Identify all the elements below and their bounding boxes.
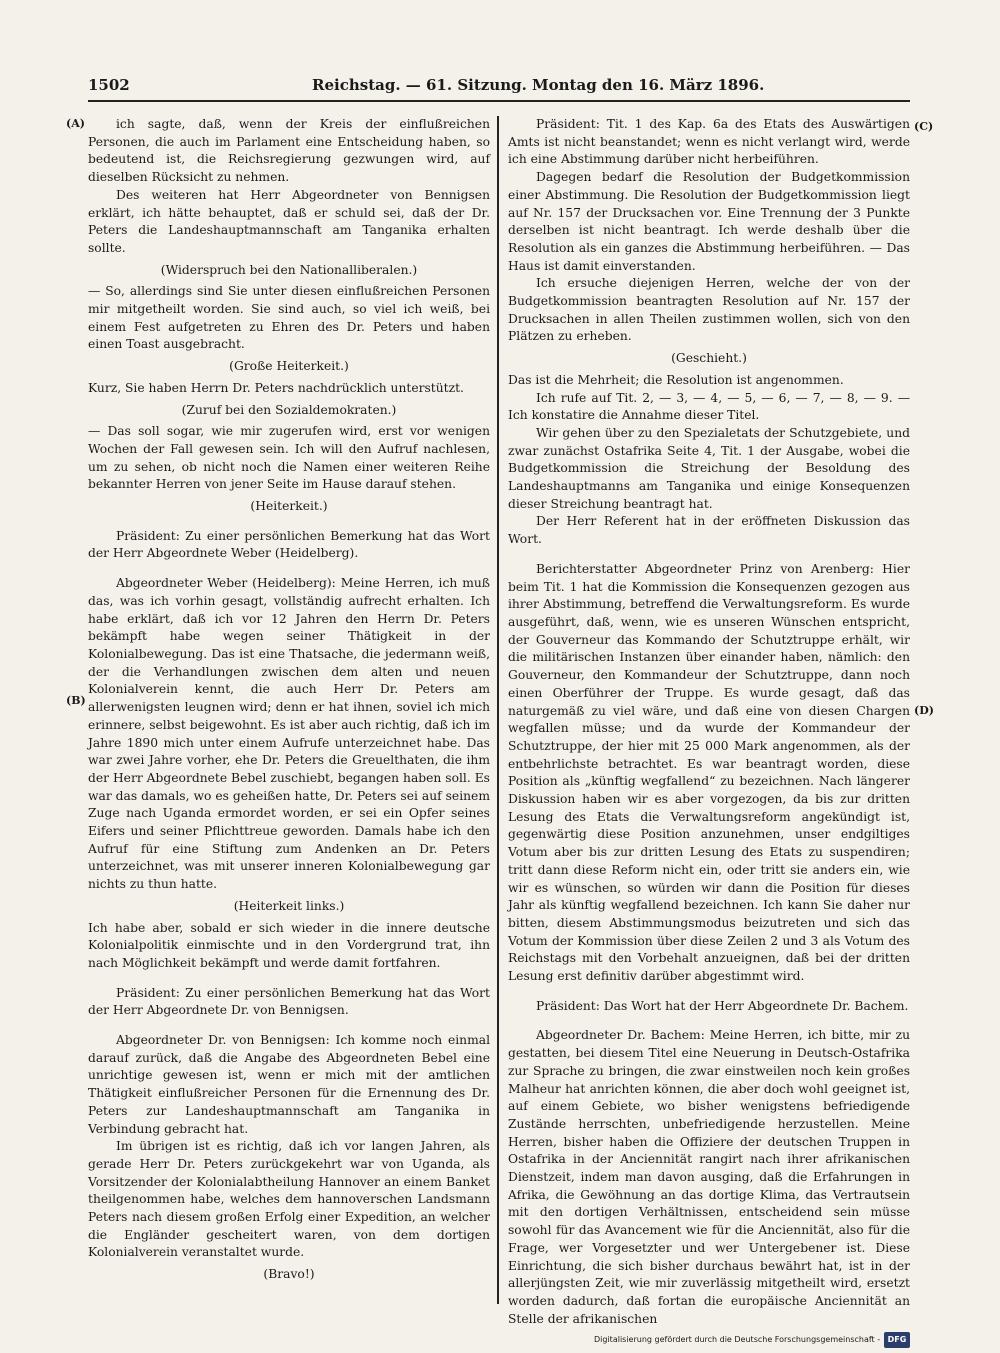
paragraph: Ich ersuche diejenigen Herren, welche der von der Budgetkommission beantragten Resolution auf Nr. 157 der Drucksachen in allen Theilen zustimmen wollen, sich von den Plätzen zu erheben. bbox=[508, 276, 910, 344]
digitization-footer bbox=[594, 1334, 910, 1348]
interjection: (Heiterkeit.) bbox=[250, 499, 328, 514]
paragraph: Ich rufe auf Tit. 2, — 3, — 4, — 5, — 6, — 7, — 8, — 9. — Ich konstatire die Annahme dieser Titel. bbox=[508, 390, 910, 423]
interjection: (Große Heiterkeit.) bbox=[229, 359, 349, 374]
speaker-paragraph: Präsident: Das Wort hat der Herr Abgeordnete Dr. Bachem. bbox=[536, 998, 909, 1013]
column-divider bbox=[497, 116, 499, 1304]
paragraph: Dagegen bedarf die Resolution der Budgetkommission einer Abstimmung. Die Resolution der Budgetkommission liegt auf Nr. 157 der Drucksachen vor. Eine Trennung der 3 Punkte derselben ist nicht beantragt. Ich werde deshalb über die Resolution als ein ganzes die Abstimmung herbeiführen. — Das Haus ist damit einverstanden. bbox=[508, 170, 910, 273]
paragraph: Wir gehen über zu den Spezialetats der Schutzgebiete, und zwar zunächst Ostafrika Seite 4, Tit. 1 der Ausgabe, wobei die Budgetkommission die Streichung der Besoldung des Landeshauptmanns am Tanganika und einige Konsequenzen dieser Streichung beantragt hat. bbox=[508, 425, 910, 511]
page-header bbox=[88, 76, 910, 98]
interjection: (Widerspruch bei den Nationalliberalen.) bbox=[160, 262, 418, 277]
paragraph: Des weiteren hat Herr Abgeordneter von Bennigsen erklärt, ich hätte behauptet, daß er schuld sei, daß der Dr. Peters die Landeshauptmannschaft am Tanganika erhalten sollte. bbox=[88, 187, 490, 255]
left-column bbox=[88, 116, 490, 1304]
paragraph: Das ist die Mehrheit; die Resolution ist angenommen. bbox=[508, 372, 844, 387]
page-number: 1502 bbox=[88, 76, 130, 94]
margin-marker-c: (C) bbox=[914, 120, 934, 133]
dfg-logo: DFG bbox=[884, 1332, 910, 1348]
speaker-paragraph: Präsident: Zu einer persönlichen Bemerkung hat das Wort der Herr Abgeordnete Dr. von Bennigsen. bbox=[88, 985, 490, 1018]
page-title: Reichstag. — 61. Sitzung. Montag den 16. März 1896. bbox=[312, 76, 765, 94]
interjection: (Bravo!) bbox=[263, 1267, 315, 1282]
paragraph: — Das soll sogar, wie mir zugerufen wird, erst vor wenigen Wochen der Fall gewesen sein. Ich will den Aufruf nachlesen, um zu sehen, ob nicht noch die Namen einer weiteren Reihe bekannter Herren von jener Seite im Hause darauf stehen. bbox=[88, 424, 490, 492]
header-rule bbox=[88, 100, 910, 102]
speaker-paragraph: Präsident: Tit. 1 des Kap. 6a des Etats des Auswärtigen Amts ist nicht beanstandet; wenn es nicht verlangt wird, werde ich eine Abstimmung darüber nicht herbeiführen. bbox=[508, 117, 910, 167]
paragraph: Kurz, Sie haben Herrn Dr. Peters nachdrücklich unterstützt. bbox=[88, 380, 464, 395]
margin-marker-a: (A) bbox=[66, 117, 85, 130]
interjection: (Zuruf bei den Sozialdemokraten.) bbox=[181, 402, 397, 417]
paragraph: Der Herr Referent hat in der eröffneten Diskussion das Wort. bbox=[508, 514, 910, 547]
right-column bbox=[508, 116, 910, 1326]
speaker-paragraph: Abgeordneter Dr. Bachem: Meine Herren, ich bitte, mir zu gestatten, bei diesem Titel eine Neuerung in Deutsch-Ostafrika zur Sprache zu bringen, die zwar einstweilen noch kein großes Malheur hat anrichten können, die aber doch wohl geeignet ist, auf einem Gebiete, wo bisher wenigstens befriedigende Zustände herrschten, unbefriedigende herzustellen. Meine Herren, bisher haben die Offiziere der deutschen Truppen in Ostafrika in der Anciennität rangirt nach ihrer afrikanischen Dienstzeit, indem man davon ausging, daß die Erfahrungen in Afrika, die Gewöhnung an das dortige Klima, das Vertrautsein mit den dortigen Verhältnissen, entscheidend sein müsse sowohl für das Avancement wie für die Anciennität, also für die Frage, wer Vorgesetzter und wer Untergebener ist. Diese Einrichtung, die sich bisher durchaus bewährt hat, ist in der allerjüngsten Zeit, wie mir zuverlässig mitgetheilt wird, ersetzt worden dadurch, daß fortan die europäische Anciennität an Stelle der afrikanischen bbox=[508, 1028, 910, 1326]
margin-marker-d: (D) bbox=[914, 704, 934, 717]
speaker-paragraph: Abgeordneter Dr. von Bennigsen: Ich komme noch einmal darauf zurück, daß die Angabe des Abgeordneten Bebel eine unrichtige gewesen ist, wenn er mich mit der amtlichen Thätigkeit einflußreicher Personen für die Ernennung des Dr. Peters zur Landeshauptmannschaft am Tanganika in Verbindung gebracht hat. bbox=[88, 1033, 490, 1136]
paragraph: Ich habe aber, sobald er sich wieder in die innere deutsche Kolonialpolitik einmischte und in den Vordergrund trat, ihn nach Möglichkeit bekämpft und werde damit fortfahren. bbox=[88, 920, 490, 970]
interjection: (Geschieht.) bbox=[671, 351, 747, 366]
speaker-paragraph: Abgeordneter Weber (Heidelberg): Meine Herren, ich muß das, was ich vorhin gesagt, vollständig aufrecht erhalten. Ich habe erklärt, daß ich vor 12 Jahren den Herrn Dr. Peters bekämpft habe wegen seiner Thätigkeit in der Kolonialbewegung. Das ist eine Thatsache, die jedermann weiß, der die Verhandlungen zwischen dem alten und neuen Kolonialverein kennt, die auch Herr Dr. Peters am allerwenigsten leugnen wird; denn er hat ihnen, soviel ich mich erinnere, selbst beigewohnt. Es ist aber auch richtig, daß ich im Jahre 1890 mich unter einem Aufrufe unterzeichnet habe. Das war zwei Jahre vorher, ehe Dr. Peters die Greuelthaten, die ihm der Herr Abgeordnete Bebel zuschiebt, begangen haben soll. Es war das damals, wo es geheißen hatte, Dr. Peters sei auf seinem Zuge nach Uganda ermordet worden, er sei ein Opfer seines Eifers und seiner Pflichttreue geworden. Damals habe ich den Aufruf für eine Stiftung zum Andenken an Dr. Peters unterzeichnet, was mit unserer inneren Kolonialbewegung gar nichts zu thun hatte. bbox=[88, 576, 490, 892]
margin-marker-b: (B) bbox=[66, 694, 86, 707]
speaker-paragraph: Berichterstatter Abgeordneter Prinz von Arenberg: Hier beim Tit. 1 hat die Kommission die Konsequenzen gezogen aus ihrer Abstimmung, betreffend die Verwaltungsreform. Es wurde ausgeführt, daß, wenn, wie es unseren Wünschen entspricht, der Gouverneur das Kommando der Schutztruppe erhält, wir die militärischen Instanzen über einander haben, nämlich: den Gouverneur, den Kommandeur der Schutztruppe, dann noch einen Oberführer der Truppe. Es wurde gesagt, daß das naturgemäß zu viel wäre, und daß eine von diesen Chargen wegfallen müsse; und da wurde der Kommandeur der Schutztruppe, der hier mit 25 000 Mark angenommen, als der entbehrlichste betrachtet. Es war beantragt worden, diese Position als „künftig wegfallend“ zu bezeichnen. Nach längerer Diskussion haben wir es aber vorgezogen, da bis zur dritten Lesung des Etats die Verwaltungsreform angekündigt ist, gegenwärtig diese Position anzunehmen, unser endgiltiges Votum aber bis zur dritten Lesung des Etats zu suspendiren; tritt dann diese Reform nicht ein, oder tritt sie anders ein, wie wir es wünschen, so würden wir dann die Position für dieses Jahr als künftig wegfallend bezeichnen. Ich kann Sie daher nur bitten, diesem Abstimmungsmodus beizutreten und sich das Votum der Kommission über diese Zeilen 2 und 3 als Votum des Reichstags mit den Vorbehalt anzueignen, daß bei der dritten Lesung erst definitiv darüber abgestimmt wird. bbox=[508, 561, 910, 984]
interjection: (Heiterkeit links.) bbox=[233, 898, 345, 913]
paragraph: — So, allerdings sind Sie unter diesen einflußreichen Personen mir mitgetheilt worden. Sie sind auch, so viel ich weiß, bei einem Fest aufgetreten zu Ehren des Dr. Peters und haben einen Toast ausgebracht. bbox=[88, 284, 490, 352]
footer-text: Digitalisierung gefördert durch die Deutsche Forschungsgemeinschaft - bbox=[594, 1335, 881, 1344]
paragraph: Im übrigen ist es richtig, daß ich vor langen Jahren, als gerade Herr Dr. Peters zurückgekehrt war von Uganda, als Vorsitzender der Kolonialabtheilung Hannover an einem Banket theilgenommen habe, welches dem hannoverschen Landsmann Peters nach diesem großen Erfolg einer Expedition, an welcher die Engländer gescheitert waren, von dem dortigen Kolonialverein veranstaltet wurde. bbox=[88, 1139, 490, 1260]
speaker-paragraph: Präsident: Zu einer persönlichen Bemerkung hat das Wort der Herr Abgeordnete Weber (Heidelberg). bbox=[88, 528, 490, 561]
paragraph: ich sagte, daß, wenn der Kreis der einflußreichen Personen, die auch im Parlament eine Entscheidung haben, so bedeutend ist, die Reichsregierung gezwungen wird, auf dieselben Rücksicht zu nehmen. bbox=[88, 117, 490, 185]
